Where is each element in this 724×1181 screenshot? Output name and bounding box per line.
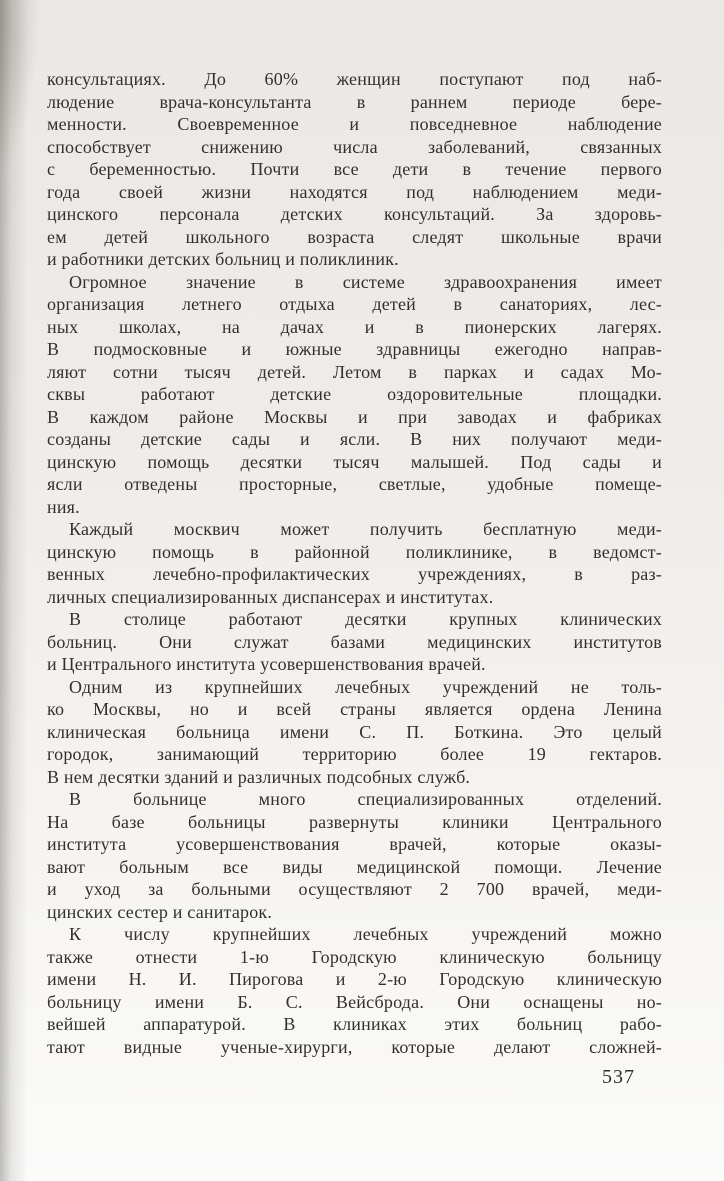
text-line: венных лечебно-профилактических учреждениях, в раз- [47, 564, 662, 584]
text-line: клиническая больница имени С. П. Боткина. Это целый [47, 721, 662, 742]
text-line: личных специализированных диспансерах и институтах. [47, 586, 494, 607]
text-line: вейшей аппаратурой. В клиниках этих больниц рабо- [47, 1014, 662, 1034]
text-line: и уход за больными осуществляют 2 700 врачей, меди- [47, 879, 662, 899]
text-line: консультациях. До 60% женщин поступают под наб- [47, 69, 662, 89]
text-line: института усовершенствования врачей, которые оказы- [47, 834, 662, 854]
text-line: Одним из крупнейших лечебных учреждений не толь- [69, 676, 662, 697]
text-line: тают видные ученые-хирурги, которые делают сложней- [47, 1036, 662, 1057]
text-line: больниц. Они служат базами медицинских институтов [47, 631, 662, 652]
page-binding-shadow [0, 0, 28, 1181]
text-line: с беременностью. Почти все дети в течение первого [47, 159, 662, 179]
text-line: также отнести 1-ю Городскую клиническую больницу [47, 946, 662, 967]
text-line: ясли отведены просторные, светлые, удобные помеще- [47, 474, 662, 494]
text-line: года своей жизни находятся под наблюдением меди- [47, 181, 662, 202]
scan-corner-shadow [0, 0, 40, 190]
text-line: сквы работают детские оздоровительные площадки. [47, 384, 662, 404]
text-line: больницу имени Б. С. Вейсброда. Они оснащены но- [47, 991, 662, 1012]
text-line: К числу крупнейших лечебных учреждений можно [69, 924, 662, 944]
text-line: людение врача-консультанта в раннем периоде бере- [47, 91, 662, 112]
text-line: ния. [47, 496, 80, 517]
text-line: и работники детских больниц и поликлиник. [47, 249, 399, 269]
text-line: В больнице много специализированных отделений. [69, 789, 662, 809]
text-line: ко Москвы, но и всей страны является ордена Ленина [47, 699, 662, 719]
page-number: 537 [602, 1066, 635, 1088]
text-line: цинских сестер и санитарок. [47, 901, 273, 922]
text-line: организация летнего отдыха детей в санаториях, лес- [47, 294, 662, 314]
text-line: городок, занимающий территорию более 19 гектаров. [47, 744, 662, 764]
text-line: вают больным все виды медицинской помощи. Лечение [47, 856, 662, 877]
text-line: имени Н. И. Пирогова и 2-ю Городскую клиническую [47, 969, 662, 989]
text-line: В подмосковные и южные здравницы ежегодно направ- [47, 339, 662, 359]
text-line: цинскую помощь десятки тысяч малышей. Под сады и [47, 451, 662, 472]
text-line: В каждом районе Москвы и при заводах и фабриках [47, 406, 662, 427]
text-line: Каждый москвич может получить бесплатную меди- [69, 519, 662, 539]
text-line: созданы детские сады и ясли. В них получают меди- [47, 429, 662, 449]
text-line: цинскую помощь в районной поликлинике, в ведомст- [47, 541, 662, 562]
text-line: цинского персонала детских консультаций. За здоровь- [47, 204, 662, 224]
text-line: способствует снижению числа заболеваний, связанных [47, 136, 662, 157]
text-line: На базе больницы развернуты клиники Центрального [47, 811, 662, 832]
text-line: ных школах, на дачах и в пионерских лагерях. [47, 316, 662, 337]
text-block [47, 68, 662, 1058]
text-line: ем детей школьного возраста следят школьные врачи [47, 226, 662, 247]
text-line: и Центрального института усовершенствования врачей. [47, 654, 486, 674]
text-line: В нем десятки зданий и различных подсобных служб. [47, 766, 471, 787]
text-line: Огромное значение в системе здравоохранения имеет [69, 271, 662, 292]
text-line: В столице работают десятки крупных клинических [69, 609, 662, 629]
text-line: ляют сотни тысяч детей. Летом в парках и садах Мо- [47, 361, 662, 382]
text-line: менности. Своевременное и повседневное наблюдение [47, 114, 662, 134]
